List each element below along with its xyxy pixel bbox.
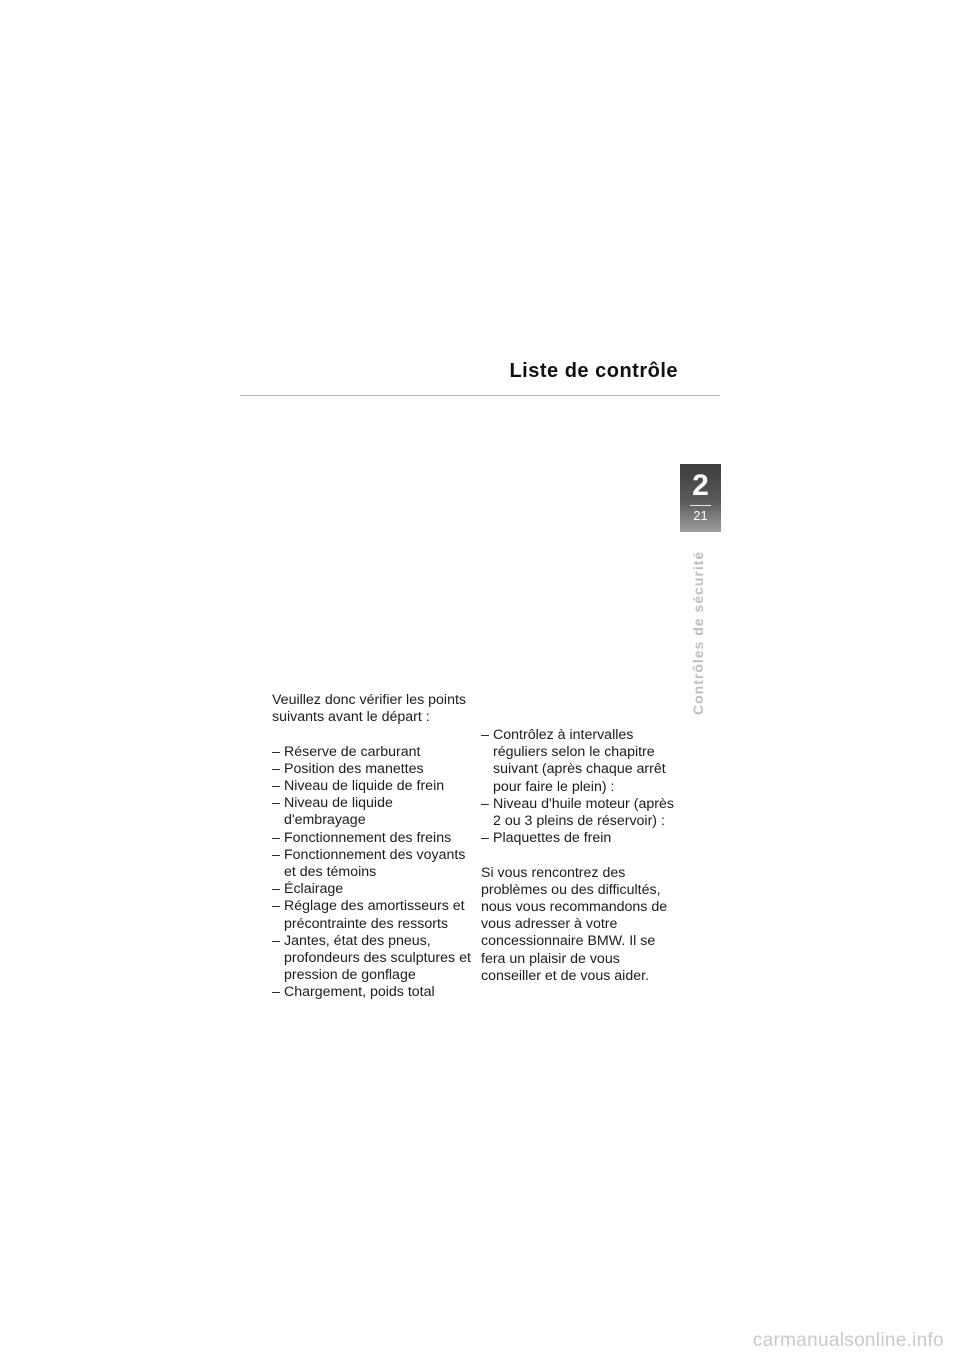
watermark: carmanualsonline.info [752, 1330, 944, 1351]
chapter-tab [680, 464, 721, 532]
list-item: – Jantes, état des pneus, profondeurs des sculptures et pression de gonflage [272, 933, 472, 985]
list-item: – Niveau de liquide de frein [272, 778, 472, 795]
chapter-separator [690, 505, 711, 506]
intro-paragraph: Veuillez donc vérifier les points suivants avant le départ : [272, 692, 466, 726]
chapter-side-label: Contrôles de sécurité [690, 550, 706, 715]
pre-departure-checklist [272, 744, 472, 1002]
list-item: – Réserve de carburant [272, 744, 472, 761]
spacer [272, 726, 472, 743]
list-item: – Fonctionnement des voyants et des témoins [272, 847, 472, 881]
list-item: – Niveau de liquide d'embrayage [272, 795, 472, 829]
periodic-checklist [481, 727, 681, 847]
closing-paragraph: Si vous rencontrez des problèmes ou des difficultés, nous vous recommandons de vous adresser à votre concessionnaire BMW. Il se fera un plaisir de vous conseiller et de vous aider. [481, 864, 668, 984]
list-item: – Niveau d'huile moteur (après 2 ou 3 pleins de réservoir) : [481, 796, 681, 830]
list-item: – Fonctionnement des freins [272, 830, 472, 847]
list-item: – Chargement, poids total [272, 984, 472, 1001]
list-item: – Éclairage [272, 881, 472, 898]
title-divider [240, 395, 720, 396]
chapter-number: 2 [692, 469, 709, 502]
list-item: – Contrôlez à intervalles réguliers selon le chapitre suivant (après chaque arrêt pour faire le plein) : [481, 727, 681, 796]
list-item: – Plaquettes de frein [481, 830, 681, 847]
list-item: – Réglage des amortisseurs et précontrainte des ressorts [272, 898, 472, 932]
page-title: Liste de contrôle [509, 360, 678, 382]
left-column [272, 692, 472, 1002]
list-item: – Position des manettes [272, 761, 472, 778]
spacer [481, 847, 681, 864]
page-number: 21 [693, 508, 708, 523]
right-column [481, 727, 681, 985]
